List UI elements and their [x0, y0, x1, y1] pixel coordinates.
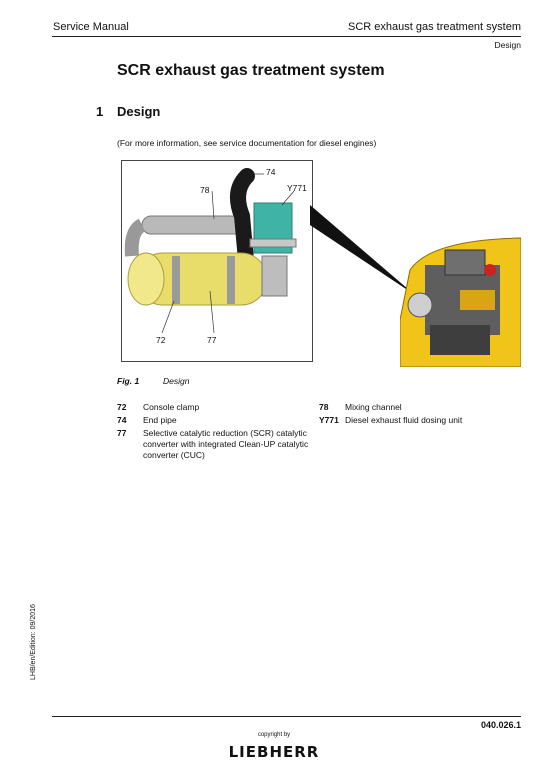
callout-74: 74 [266, 167, 276, 177]
callout-72: 72 [156, 335, 166, 345]
header-manual-title: Service Manual [53, 21, 129, 33]
edition-side-text: LHB/en/Edition: 09/2016 [30, 604, 37, 680]
legend-number: 72 [117, 402, 127, 412]
section-title: Design [117, 104, 161, 119]
legend-text: Console clamp [143, 402, 200, 412]
callout-77: 77 [207, 335, 217, 345]
legend-text: Diesel exhaust fluid dosing unit [345, 415, 463, 425]
footer-divider [52, 716, 521, 717]
callout-78: 78 [200, 185, 210, 195]
legend-number: 74 [117, 415, 127, 425]
callout-Y771: Y771 [287, 183, 307, 193]
page-title: SCR exhaust gas treatment system [117, 62, 385, 79]
figure-caption: Design [163, 376, 190, 386]
brand-logo: LIEBHERR [228, 743, 320, 761]
copyright-text: copyright by [257, 732, 291, 738]
figure-number: Fig. 1 [117, 376, 140, 386]
legend-text: End pipe [143, 415, 177, 425]
machine-overview-illustration [400, 230, 521, 367]
legend-number: Y771 [319, 415, 339, 425]
legend-item [117, 402, 126, 413]
legend-item [117, 415, 126, 426]
section-number: 1 [96, 104, 104, 119]
legend-number: 78 [319, 402, 329, 412]
legend-item [319, 402, 328, 413]
scr-detail-illustration [121, 160, 313, 362]
info-note: (For more information, see service documentation for diesel engines) [117, 138, 377, 148]
legend-text: Mixing channel [345, 402, 402, 412]
legend-text: Selective catalytic reduction (SCR) catalytic converter with integrated Clean-UP catalytic converter (CUC) [143, 428, 309, 460]
header-subsection: Design [494, 40, 521, 50]
header-divider [52, 36, 521, 37]
legend-item [117, 428, 126, 439]
page-number: 040.026.1 [480, 720, 521, 730]
legend-number: 77 [117, 428, 127, 438]
legend-item [319, 415, 339, 426]
header-chapter-title: SCR exhaust gas treatment system [347, 21, 521, 33]
